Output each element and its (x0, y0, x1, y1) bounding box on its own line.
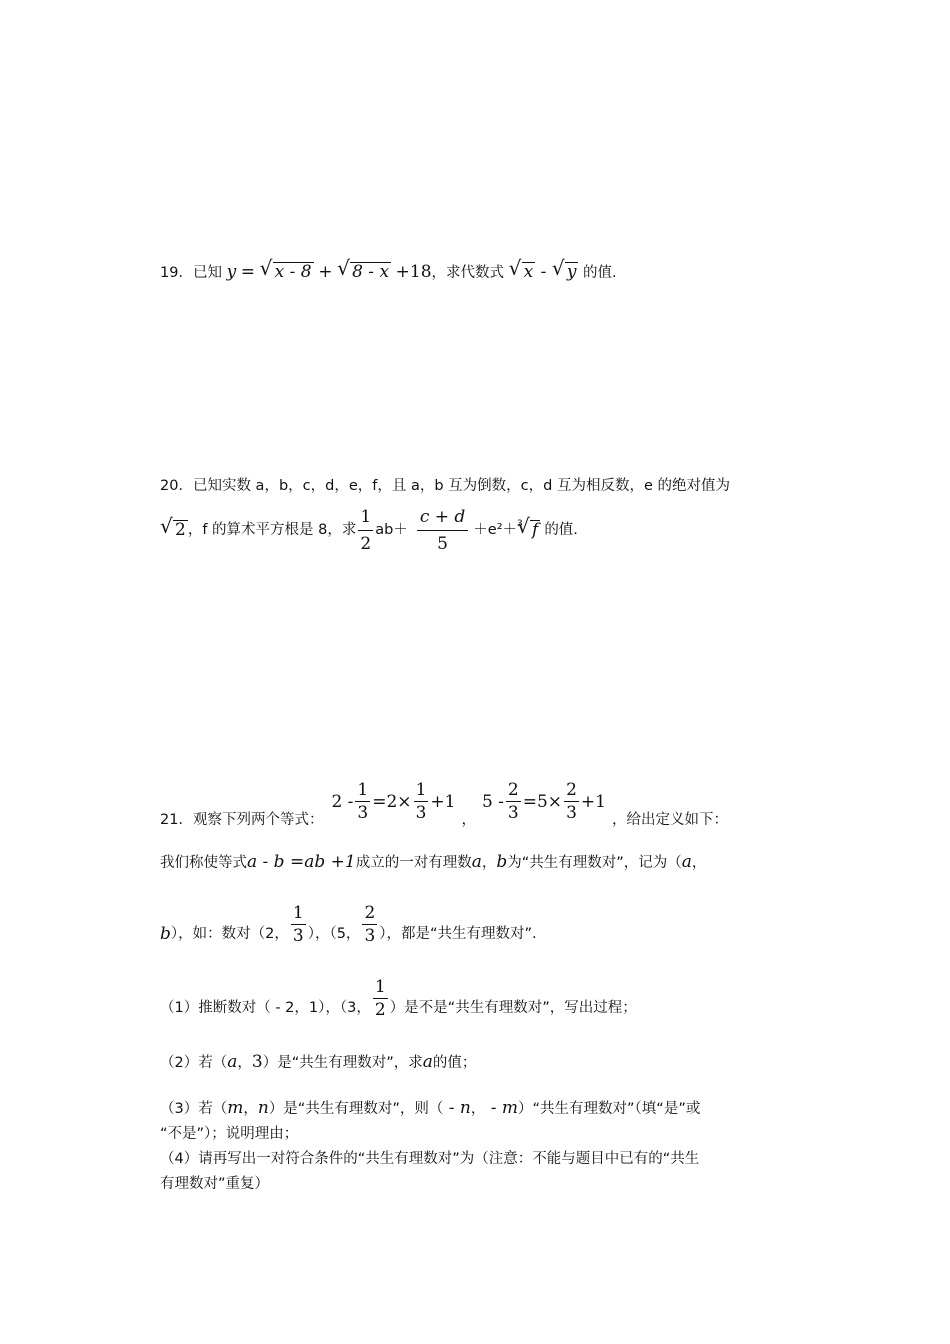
q21-var-b: b (496, 852, 508, 872)
q19-plus: + (318, 262, 333, 282)
q21-p1-frac: $\frac{1}{2}$ (374, 976, 386, 1020)
q21-line-2: 我们称使等式a - b =ab +1成立的一对有理数a，b为“共生有理数对”，记为（a， (160, 852, 707, 872)
q20-ab: ab＋ (375, 522, 408, 538)
q19-equals: = (240, 262, 256, 282)
q21-def-1: 我们称使等式 (160, 855, 247, 871)
q20-text-3: 的值. (544, 522, 578, 538)
q19-minus: - (535, 262, 552, 282)
q20-line-1 (160, 476, 730, 496)
q19-text-known: 已知 (192, 265, 222, 281)
q21-part-4-line-1: （4）请再写出一对符合条件的“共生有理数对”为（注意：不能与题目中已有的“共生 (160, 1151, 700, 1167)
q21-part-1: （1）推断数对（ - 2，1），（3， $\frac{1}{2}$ ）是不是“共生有理数对”，写出过程； (160, 976, 637, 1020)
q21-var-b-2: b (160, 924, 171, 944)
q19-sqrt-y: √ y (554, 262, 579, 282)
q19-text-find: ，求代数式 (431, 265, 505, 281)
q21-part-4-line-2: 有理数对”重复） (160, 1176, 270, 1192)
q20-frac-cd: $\frac{c + d}{5}$ (414, 504, 471, 557)
q19-tail: +18 (395, 262, 432, 282)
q21-part-2: （2）若（a，3）是“共生有理数对”，求a的值； (160, 1052, 477, 1072)
q21-ex2-frac: $\frac{2}{3}$ (364, 902, 376, 946)
q21-number: 21． (160, 812, 193, 828)
q21-var-a: a (471, 852, 482, 872)
q21-intro: 观察下列两个等式： (192, 812, 324, 828)
q19-sqrt-1: √ x - 8 (262, 262, 314, 282)
q20-cube-root: 3 √ f (517, 520, 540, 541)
q21-eq2-frac-a: $\frac{2}{3}$ (507, 780, 519, 823)
q20-sqrt-2: √ 2 (162, 520, 188, 540)
q19-var-y: y (226, 262, 237, 282)
q21-eq1-frac-b: $\frac{1}{3}$ (415, 780, 427, 823)
q19-number: 19． (160, 265, 193, 281)
q21-eq2-frac-b: $\frac{2}{3}$ (566, 780, 577, 823)
q20-e2: ＋e²＋ (473, 522, 518, 538)
q21-equation-1: 2 - $\frac{1}{3}$ =2× $\frac{1}{3}$ +1 (331, 780, 456, 823)
q21-line-3: b ），如：数对（2， $\frac{1}{3}$ ），（5， $\frac{2}{3}$ ），都是“共生有理数对”. (160, 902, 537, 946)
q21-def-2: 成立的一对有理数 (355, 855, 472, 871)
q19-line (160, 262, 617, 283)
q21-part-3-line-2: “不是”）；说明理由； (160, 1126, 299, 1142)
q20-number: 20． (160, 478, 193, 494)
q20-line-2 (160, 500, 578, 560)
q21-line-1: 21． 观察下列两个等式： 2 - $\frac{1}{3}$ =2× $\frac{1}{3}$ +1 ， 5 - $\frac{2}{3}$ =5× $\frac{2}{3}$ +1 ，给出定义如下： (160, 784, 728, 836)
q21-equation-2: 5 - $\frac{2}{3}$ =5× $\frac{2}{3}$ +1 (481, 780, 606, 823)
q21-def-3: 为“共生有理数对”，记为（ (507, 855, 682, 871)
q21-def-equation: a - b =ab +1 (247, 852, 356, 872)
q21-after: ，给出定义如下： (611, 812, 728, 828)
q20-text-2: ，f 的算术平方根是 8，求 (187, 522, 357, 538)
q19-sqrt-x: √ x (511, 262, 536, 282)
q21-part-3-line-1: （3）若（m，n）是“共生有理数对”，则（ - n， - m）“共生有理数对”（填“是”或 (160, 1098, 701, 1118)
q20-frac-half: $\frac{1}{2}$ (358, 504, 373, 557)
q21-ex1-frac: $\frac{1}{3}$ (292, 902, 304, 946)
q19-text-value: 的值. (583, 265, 617, 281)
q21-eq1-frac-a: $\frac{1}{3}$ (357, 780, 369, 823)
q19-sqrt-2: √ 8 - x (339, 262, 391, 282)
q20-text-1: 已知实数 a，b，c，d，e，f，且 a，b 互为倒数，c，d 互为相反数，e 的绝对值为 (192, 478, 730, 494)
